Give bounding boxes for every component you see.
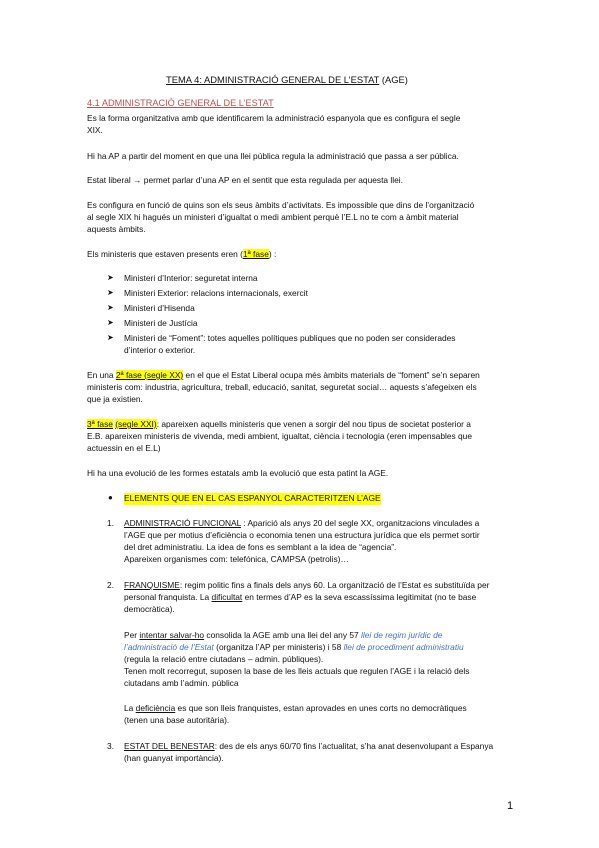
list-item-continuation: d’interior o exterior. [124,345,196,355]
arrow-icon: → [133,175,142,185]
paragraph-2: Hi ha AP a partir del moment en que una llei pública regula la administració que passa a ser pública. [87,151,459,161]
item-1-line-2: l’AGE que per motius d’eficiència o economia tenen una estructura jurídica que els permet sortir [124,530,480,540]
elements-heading: ELEMENTS QUE EN EL CAS ESPANYOL CARACTERITZEN L’AGE [124,493,381,503]
list-item: Ministeri Exterior: relacions internacionals, exercit [124,288,308,298]
paragraph-5: Els ministeris que estaven presents eren (1ª fase) : [87,249,277,259]
paragraph-6-line-3: que ja existien. [87,394,143,404]
arrowhead-bullet-icon: ➤ [107,318,114,327]
item-2-line-3: democràtica). [124,604,175,614]
item-1-line-4: Apareixen organismes com: telefónica, CAMPSA (petrolis)… [124,554,349,564]
item-2-para-2-line-4: Tenen molt recorregut, suposen la base de les lleis actuals que regulen l’AGE i la relació dels [124,666,470,676]
paragraph-7-line-3: actuessin en el E.L) [87,443,161,453]
paragraph-7-line-1: 3ª fase (segle XXI): apareixen aquells ministeris que venen a sorgir del nou tipus de societat posterior a [87,419,471,429]
page-title: TEMA 4: ADMINISTRACIÓ GENERAL DE L’ESTAT (AGE) [166,74,408,85]
item-2-number: 2. [107,580,114,590]
list-item: Ministeri d’Hisenda [124,303,195,313]
arrowhead-bullet-icon: ➤ [107,333,114,342]
paragraph-1-line-1: Es la forma organitzativa amb que identificarem la administració espanyola que es configura el segle [87,113,461,123]
item-2-para-2-line-3: (regula la relació entre ciutadans – admin. públiques). [124,654,324,664]
paragraph-6-line-1: En una 2ª fase (segle XX) en el que el Estat Liberal ocupa més àmbits materials de “foment” se’n separen [87,370,480,380]
item-1-number: 1. [107,518,114,528]
item-2-line-1: FRANQUISME: regim politic fins a finals dels anys 60. La organització de l’Estat es substituïda per [124,580,490,590]
paragraph-6-line-2: ministeris com: industria, agricultura, treball, educació, sanitat, seguretat social… aquests s’afegeixen els [87,382,477,392]
item-2-para-2-line-1: Per intentar salvar-ho consolida la AGE amb una llei del any 57 llei de regim jurídic de [124,630,443,640]
paragraph-1-line-2: XIX. [87,125,103,135]
item-3-number: 3. [107,741,114,751]
paragraph-4-line-3: aquests àmbits. [87,224,146,234]
paragraph-7-line-2: E.B. apareixen ministeris de vivenda, medi ambient, igualtat, ciència i tecnologia (eren impensables que [87,431,472,441]
paragraph-8: Hi ha una evolució de les formes estatals amb la evolució que esta patint la AGE. [87,468,389,478]
item-1-line-1: ADMINISTRACIÓ FUNCIONAL : Aparició als anys 20 del segle XX, organitzacions vinculades a [124,518,480,528]
paragraph-4-line-2: al segle XIX hi hagués un ministeri d’igualtat o medi ambient perquè l’E.L no te com a àmbit material [87,212,459,222]
item-2-para-3-line-2: (tenen una base autoritària). [124,715,230,725]
item-1-line-3: del dret administratiu. La idea de fons es semblant a la idea de “agencia”. [124,542,397,552]
arrowhead-bullet-icon: ➤ [107,273,114,282]
item-3-line-2: (han guanyat importància). [124,753,224,763]
page-number: 1 [507,800,514,812]
item-3-line-1: ESTAT DEL BENESTAR: des de els anys 60/70 fins l’actualitat, s’ha anat desenvolupant a Espanya [124,741,494,751]
section-heading: 4.1 ADMINISTRACIÓ GENERAL DE L’ESTAT [87,98,274,108]
paragraph-4-line-1: Es configura en funció de quins son els seus àmbits d’activitats. Es impossible que dins de l’organització [87,200,475,210]
list-item: Ministeri d’Interior: seguretat interna [124,273,258,283]
round-bullet-icon: ● [108,493,113,502]
arrowhead-bullet-icon: ➤ [107,288,114,297]
list-item: Ministeri de Justícia [124,318,198,328]
item-2-line-2: personal franquista. La dificultat en termes d’AP es la seva escassíssima legitimitat (no te base [124,592,477,602]
item-2-para-3-line-1: La deficiència es que son lleis franquistes, estan aprovades en unes corts no democràtiques [124,703,467,713]
list-item: Ministeri de “Foment”: totes aquelles polítiques publiques que no poden ser considerades [124,333,456,343]
arrowhead-bullet-icon: ➤ [107,303,114,312]
paragraph-3: Estat liberal → permet parlar d’una AP en el sentit que esta regulada per aquesta llei. [87,175,403,185]
item-2-para-2-line-5: ciutadans amb l’admin. pública [124,678,239,688]
item-2-para-2-line-2: l’administració de l’Estat (organitza l’AP per ministeris) i 58 llei de procediment administratiu [124,642,464,652]
